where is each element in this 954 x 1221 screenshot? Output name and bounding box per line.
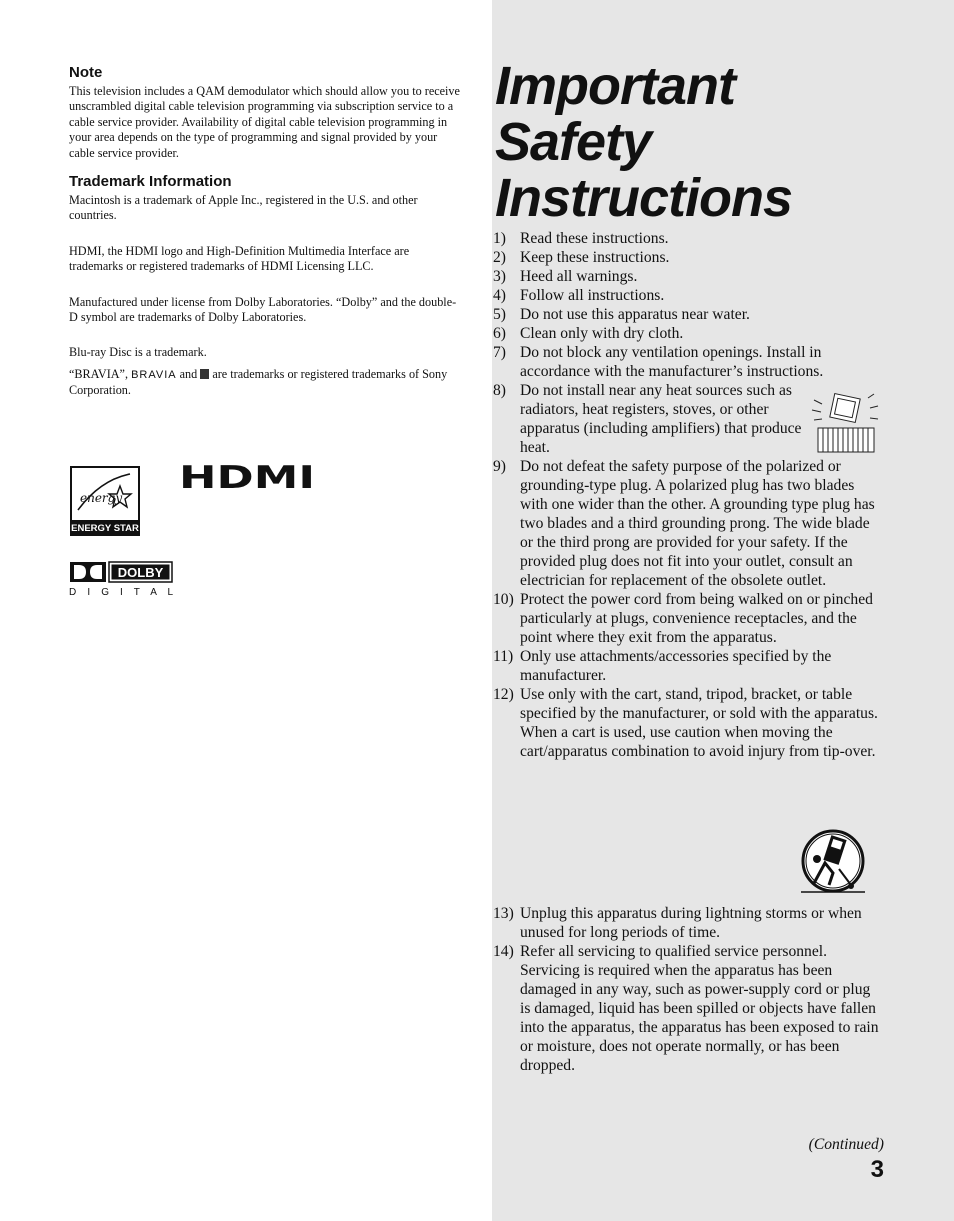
trademark-dolby: Manufactured under license from Dolby Laboratories. “Dolby” and the double-D symbol are trademarks of Dolby Laboratories. xyxy=(69,294,457,325)
bravia-sync-icon xyxy=(200,369,209,379)
digital-text: D I G I T A L xyxy=(69,587,173,597)
trademark-bluray: Blu-ray Disc is a trademark. xyxy=(69,345,207,360)
energy-script-text: energy xyxy=(80,491,123,505)
trademark-macintosh: Macintosh is a trademark of Apple Inc., registered in the U.S. and other countries. xyxy=(69,193,418,223)
trademark-bravia: “BRAVIA”, BRAVIA and are trademarks or registered trademarks of Sony Corporation. xyxy=(69,366,448,398)
list-item: 10) Protect the power cord from being walked on or pinched particularly at plugs, convenience receptacles, and the point where they exit from the apparatus. xyxy=(493,591,873,646)
note-text: This television includes a QAM demodulator which should allow you to receive unscrambled digital cable television programming via subscription service to a cable service provider. Availability of digital cable television programming in your area depends on the type of programming and signal provided by your cable service provider. xyxy=(69,84,460,160)
list-item: 4) Follow all instructions. xyxy=(493,287,665,304)
list-item: 6) Clean only with dry cloth. xyxy=(493,325,684,342)
energy-star-text: ENERGY STAR xyxy=(71,523,139,534)
list-item: 14) Refer all servicing to qualified service personnel. Servicing is required when the apparatus has been damaged in any way, such as power-supply cord or plug is damaged, liquid has been spilled or objects have fallen into the apparatus, the apparatus has been exposed to rain or moisture, does not operate normally, or has been dropped. xyxy=(493,943,879,1074)
list-item: 8) Do not install near any heat sources such as radiators, heat registers, stoves, or other apparatus (including amplifiers) that produce heat. xyxy=(493,382,802,456)
left-column xyxy=(69,64,461,399)
cart-tip-over-icon xyxy=(799,829,867,895)
heat-source-icon xyxy=(808,390,882,454)
list-item: 5) Do not use this apparatus near water. xyxy=(493,306,750,323)
page-title: Important Safety Instructions xyxy=(495,56,793,228)
dolby-text: DOLBY xyxy=(117,565,164,580)
safety-instructions-list-continued xyxy=(493,904,883,1075)
hdmi-logo-text: HDMI xyxy=(179,464,315,490)
safety-instructions-list xyxy=(493,229,883,761)
continued-label: (Continued) xyxy=(808,1136,884,1153)
list-item: 2) Keep these instructions. xyxy=(493,249,670,266)
note-heading: Note xyxy=(69,64,103,81)
energy-star-logo xyxy=(70,466,140,536)
hdmi-logo xyxy=(179,464,315,490)
list-item: 11) Only use attachments/accessories specified by the manufacturer. xyxy=(493,648,832,684)
list-item: 12) Use only with the cart, stand, tripod, bracket, or table specified by the manufacturer, or sold with the apparatus. When a cart is used, use caution when moving the cart/apparatus combination to avoid injury from tip-over. xyxy=(493,686,878,760)
bravia-logo-text: BRAVIA xyxy=(131,368,177,381)
list-item: 13) Unplug this apparatus during lightning storms or when unused for long periods of time. xyxy=(493,905,862,941)
list-item: 3) Heed all warnings. xyxy=(493,268,638,285)
list-item: 9) Do not defeat the safety purpose of the polarized or grounding-type plug. A polarized plug has two blades with one wider than the other. A grounding type plug has two blades and a third grounding prong. The wide blade or the third prong are provided for your safety. If the provided plug does not fit into your outlet, consult an electrician for replacement of the obsolete outlet. xyxy=(493,458,875,589)
dolby-digital-logo xyxy=(69,561,173,597)
trademark-hdmi: HDMI, the HDMI logo and High-Definition Multimedia Interface are trademarks or registered trademarks of HDMI Licensing LLC. xyxy=(69,243,410,274)
list-item: 7) Do not block any ventilation openings. Install in accordance with the manufacturer’s instructions. xyxy=(493,344,824,380)
list-item: 1) Read these instructions. xyxy=(493,230,669,247)
trademark-heading: Trademark Information xyxy=(69,173,232,191)
page-number: 3 xyxy=(870,1156,884,1183)
